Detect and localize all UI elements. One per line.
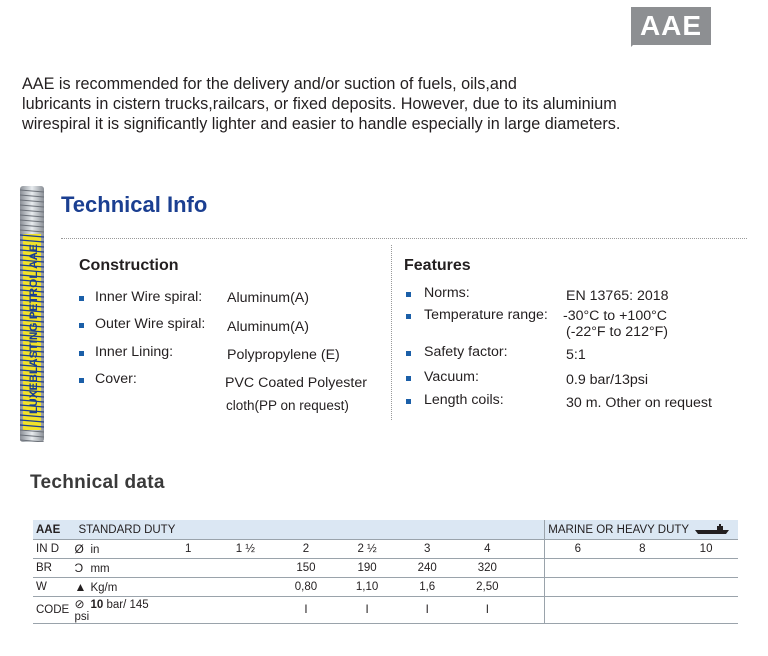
cell-standard: 150 <box>275 559 337 578</box>
ship-icon <box>695 524 729 535</box>
cell-standard: 1,6 <box>397 578 457 597</box>
cell-marine: 6 <box>545 540 611 559</box>
intro-line: AAE is recommended for the delivery and/or suction of fuels, oils,and <box>22 75 517 93</box>
cell-marine <box>674 578 738 597</box>
table-row <box>33 597 738 624</box>
intro-paragraph <box>22 74 762 134</box>
badge-tab-decoration <box>631 37 641 47</box>
cell-standard: I <box>337 597 397 624</box>
row-label: IN D <box>33 540 74 559</box>
spec-label: Temperature range: <box>424 307 548 323</box>
technical-data-title: Technical data <box>30 472 165 493</box>
row-unit: mm <box>90 563 110 575</box>
dotted-column-divider <box>391 245 392 420</box>
cell-standard: I <box>397 597 457 624</box>
hose-image <box>18 186 46 442</box>
intro-line: wirespiral it is significantly lighter and easier to handle especially in large diameters. <box>22 115 621 133</box>
cell-standard: 1 ½ <box>216 540 275 559</box>
spec-value: 0.9 bar/13psi <box>566 372 649 388</box>
spec-value: Aluminum(A) <box>227 290 309 306</box>
header-code: AAE <box>33 520 74 540</box>
cell-standard: 4 <box>457 540 517 559</box>
cell-standard: 3 <box>397 540 457 559</box>
cell-standard: 1 <box>161 540 216 559</box>
bullet-icon <box>79 351 84 356</box>
hose-print-text: LUXEBLASTING PETROL AAE <box>28 255 40 414</box>
row-symbol-icon: ⊘ <box>74 597 85 611</box>
features-title: Features <box>404 257 471 274</box>
cell-marine <box>545 559 611 578</box>
cell-standard: I <box>457 597 517 624</box>
spec-label: Cover: <box>95 371 137 387</box>
cell-standard: 2 ½ <box>337 540 397 559</box>
product-code-badge: AAE <box>631 7 711 45</box>
spec-value-continued: cloth(PP on request) <box>226 398 349 413</box>
spec-value: Polypropylene (E) <box>227 347 340 363</box>
cell-standard <box>161 597 216 624</box>
cell-spacer <box>517 597 544 624</box>
row-unit-cell <box>74 597 160 624</box>
bullet-icon <box>79 296 84 301</box>
cell-standard: 320 <box>457 559 517 578</box>
row-unit: Kg/m <box>90 582 118 594</box>
row-symbol-icon: Ø <box>74 542 84 556</box>
spec-label: Safety factor: <box>424 344 508 360</box>
bullet-icon <box>406 399 411 404</box>
spec-label: Inner Lining: <box>95 344 174 360</box>
spec-label: Length coils: <box>424 392 504 408</box>
row-unit: bar/ 145 psi <box>74 599 149 623</box>
spec-value: 30 m. Other on request <box>566 395 712 411</box>
row-label: CODE <box>33 597 74 624</box>
spec-value: PVC Coated Polyester <box>225 375 367 391</box>
spec-value-continued: (-22°F to 212°F) <box>566 324 669 340</box>
cell-standard <box>216 578 275 597</box>
header-standard-duty: STANDARD DUTY <box>78 523 176 536</box>
bullet-icon <box>406 292 411 297</box>
cell-standard: 240 <box>397 559 457 578</box>
technical-info-title: Technical Info <box>61 192 208 217</box>
cell-marine <box>610 597 674 624</box>
row-unit-value: 10 <box>90 599 104 611</box>
cell-marine: 8 <box>610 540 674 559</box>
technical-data-table <box>33 520 738 624</box>
spec-value: -30°C to +100°C <box>563 308 668 324</box>
row-label: BR <box>33 559 74 578</box>
row-label: W <box>33 578 74 597</box>
spec-value: Aluminum(A) <box>227 319 309 335</box>
construction-title: Construction <box>79 257 179 274</box>
row-unit: in <box>90 544 100 556</box>
cell-standard <box>216 559 275 578</box>
cell-marine <box>674 597 738 624</box>
intro-line: lubricants in cistern trucks,railcars, or fixed deposits. However, due to its aluminium <box>22 95 617 113</box>
spec-label: Inner Wire spiral: <box>95 289 203 305</box>
header-marine-duty: MARINE OR HEAVY DUTY <box>548 523 689 536</box>
row-symbol-icon: ▲ <box>74 580 87 594</box>
spec-value: 5:1 <box>566 347 586 363</box>
cell-marine <box>545 597 611 624</box>
cell-standard: 190 <box>337 559 397 578</box>
cell-spacer <box>517 540 544 559</box>
bullet-icon <box>406 376 411 381</box>
bullet-icon <box>79 378 84 383</box>
cell-spacer <box>517 559 544 578</box>
cell-spacer <box>517 578 544 597</box>
bullet-icon <box>406 314 411 319</box>
cell-marine: 10 <box>674 540 738 559</box>
row-unit-cell <box>74 559 160 578</box>
spec-value: EN 13765: 2018 <box>566 288 669 304</box>
cell-marine <box>674 559 738 578</box>
row-unit-cell <box>74 540 160 559</box>
cell-marine <box>610 578 674 597</box>
cell-marine <box>545 578 611 597</box>
bullet-icon <box>406 351 411 356</box>
cell-standard: 1,10 <box>337 578 397 597</box>
cell-standard <box>216 597 275 624</box>
table-header-row <box>33 520 738 540</box>
dotted-divider <box>61 238 747 239</box>
cell-standard: I <box>275 597 337 624</box>
cell-marine <box>610 559 674 578</box>
row-unit-cell <box>74 578 160 597</box>
spec-label: Norms: <box>424 285 470 301</box>
row-symbol-icon: Ɔ <box>74 561 84 575</box>
table-row <box>33 559 738 578</box>
cell-standard <box>161 578 216 597</box>
spec-label: Vacuum: <box>424 369 479 385</box>
bullet-icon <box>79 323 84 328</box>
cell-standard <box>161 559 216 578</box>
table-row <box>33 578 738 597</box>
table-row <box>33 540 738 559</box>
cell-standard: 0,80 <box>275 578 337 597</box>
spec-label: Outer Wire spiral: <box>95 316 206 332</box>
cell-standard: 2 <box>275 540 337 559</box>
cell-standard: 2,50 <box>457 578 517 597</box>
